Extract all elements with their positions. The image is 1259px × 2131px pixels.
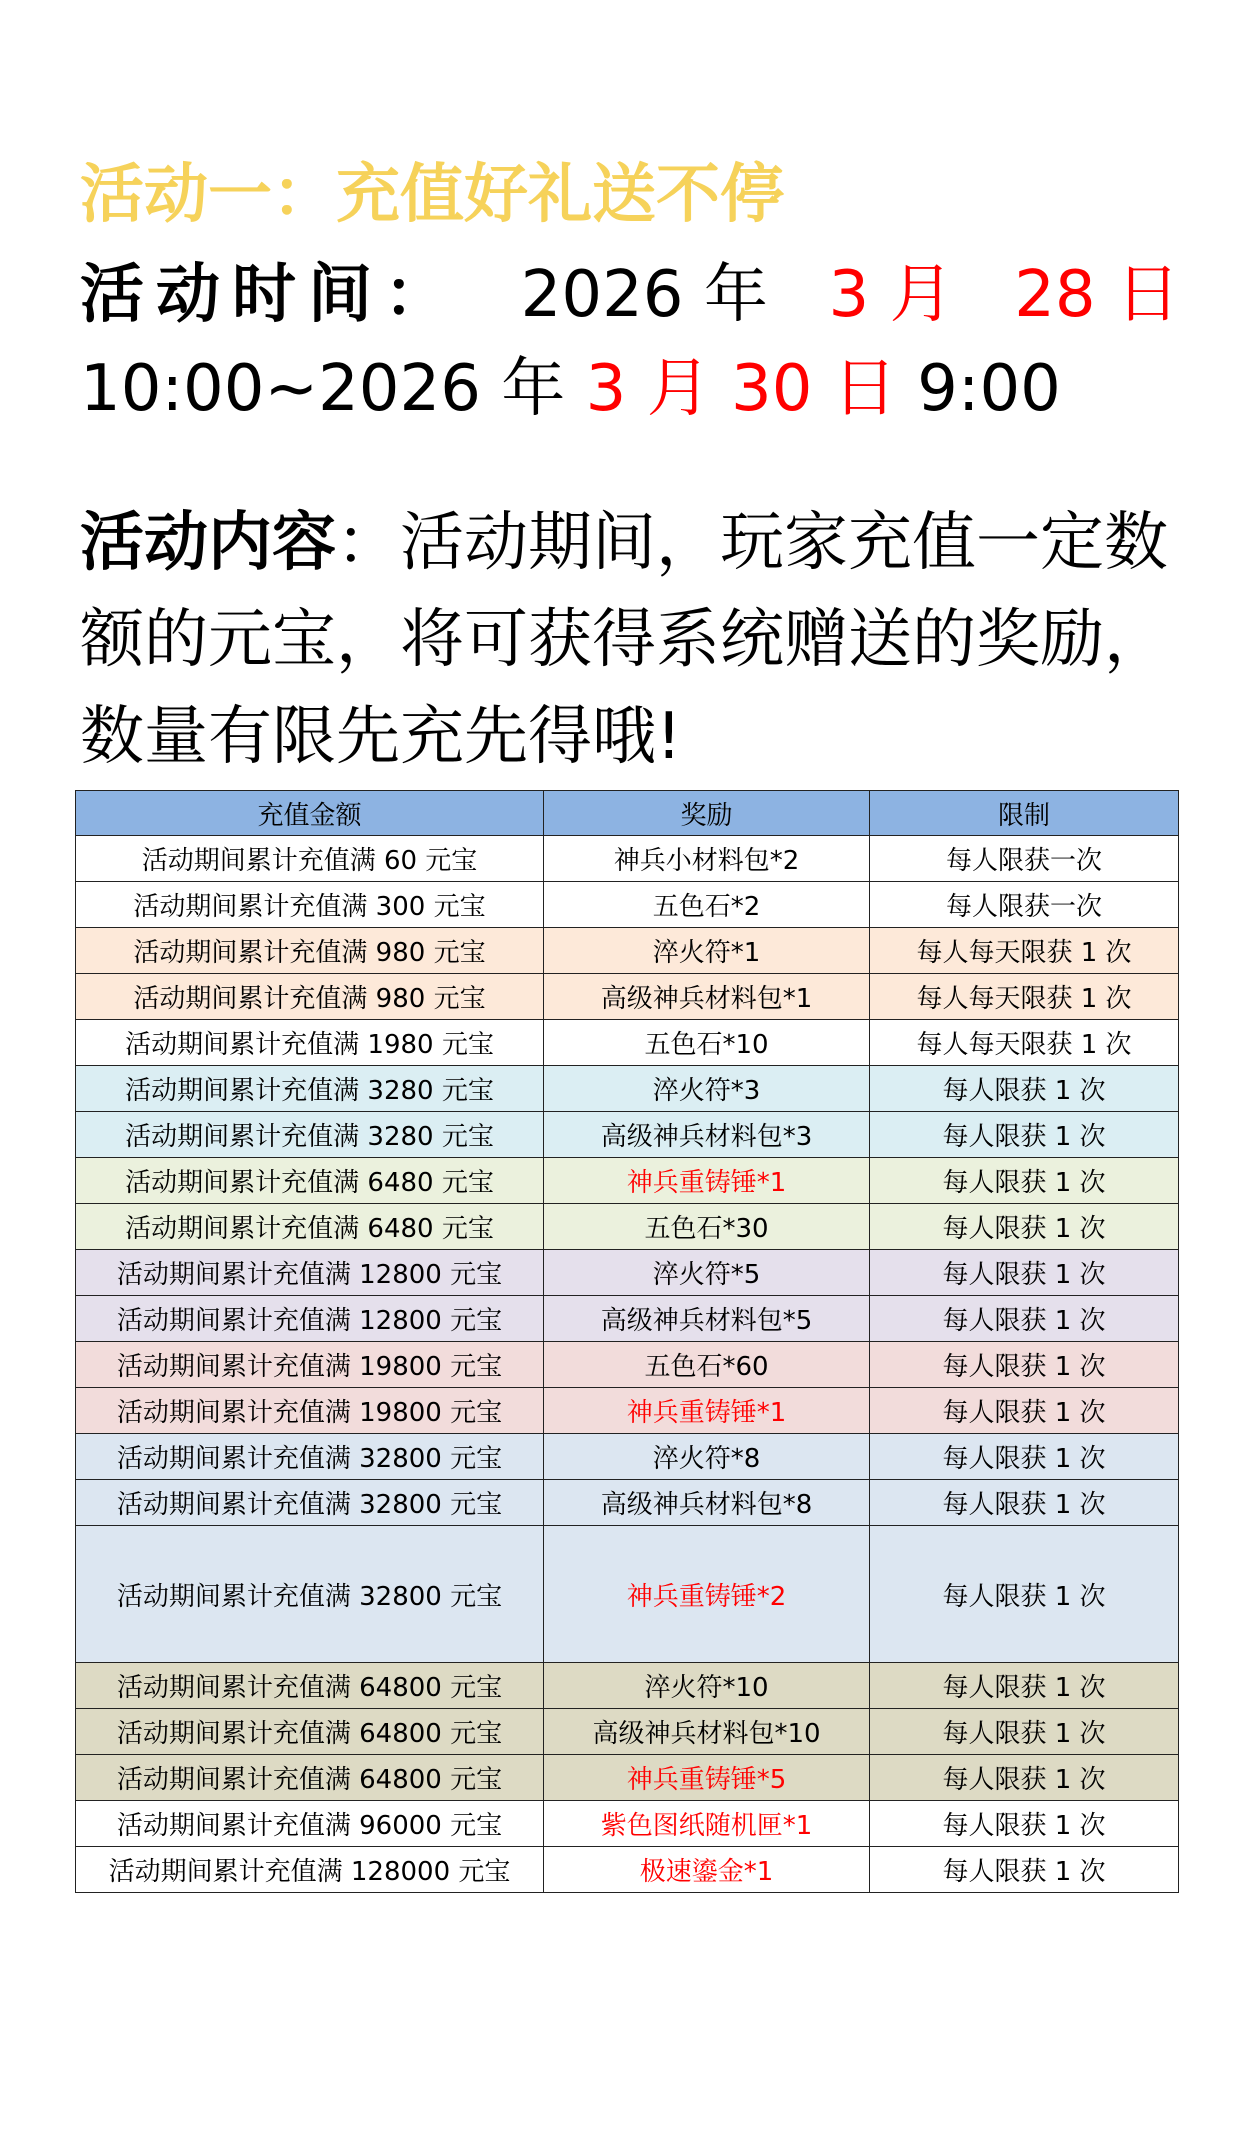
activity-content: [80, 495, 1180, 786]
limit-cell: 每人限获 1 次: [870, 1755, 1179, 1801]
limit-cell: 每人每天限获 1 次: [870, 974, 1179, 1020]
table-row: [76, 1801, 1179, 1847]
table-row: [76, 1250, 1179, 1296]
table-row: [76, 1112, 1179, 1158]
activity-time-line-1: [80, 248, 1180, 342]
reward-cell: 五色石*30: [544, 1204, 870, 1250]
amount-cell: 活动期间累计充值满 96000 元宝: [76, 1801, 544, 1847]
limit-cell: 每人限获 1 次: [870, 1526, 1179, 1663]
header-amount: 充值金额: [76, 791, 544, 836]
limit-cell: 每人限获 1 次: [870, 1480, 1179, 1526]
amount-cell: 活动期间累计充值满 1980 元宝: [76, 1020, 544, 1066]
activity-title: 活动一：充值好礼送不停: [80, 158, 784, 232]
reward-cell: 五色石*2: [544, 882, 870, 928]
start-day: 28 日: [1014, 258, 1180, 332]
table-body: [76, 836, 1179, 1893]
limit-cell: 每人限获一次: [870, 882, 1179, 928]
amount-cell: 活动期间累计充值满 19800 元宝: [76, 1342, 544, 1388]
amount-cell: 活动期间累计充值满 32800 元宝: [76, 1526, 544, 1663]
amount-cell: 活动期间累计充值满 300 元宝: [76, 882, 544, 928]
reward-cell: 淬火符*5: [544, 1250, 870, 1296]
reward-cell: 淬火符*10: [544, 1663, 870, 1709]
reward-cell: 高级神兵材料包*3: [544, 1112, 870, 1158]
amount-cell: 活动期间累计充值满 6480 元宝: [76, 1204, 544, 1250]
end-time: 9:00: [917, 352, 1061, 426]
limit-cell: 每人每天限获 1 次: [870, 1020, 1179, 1066]
amount-cell: 活动期间累计充值满 64800 元宝: [76, 1709, 544, 1755]
amount-cell: 活动期间累计充值满 64800 元宝: [76, 1663, 544, 1709]
reward-cell: 淬火符*8: [544, 1434, 870, 1480]
table-row: [76, 1709, 1179, 1755]
limit-cell: 每人限获 1 次: [870, 1801, 1179, 1847]
activity-time-label: 活动时间：: [80, 258, 460, 332]
limit-cell: 每人限获 1 次: [870, 1250, 1179, 1296]
amount-cell: 活动期间累计充值满 64800 元宝: [76, 1755, 544, 1801]
start-time: 10:00~2026 年: [80, 352, 566, 426]
limit-cell: 每人限获 1 次: [870, 1066, 1179, 1112]
table-row: [76, 1847, 1179, 1893]
activity-content-text: ：活动期间，玩家充值一定数额的元宝，将可获得系统赠送的奖励，数量有限先充先得哦!: [80, 506, 1168, 774]
limit-cell: 每人每天限获 1 次: [870, 928, 1179, 974]
reward-cell: 神兵重铸锤*1: [544, 1158, 870, 1204]
table-row: [76, 882, 1179, 928]
reward-cell: 高级神兵材料包*5: [544, 1296, 870, 1342]
reward-cell: 五色石*10: [544, 1020, 870, 1066]
amount-cell: 活动期间累计充值满 60 元宝: [76, 836, 544, 882]
reward-cell: 高级神兵材料包*8: [544, 1480, 870, 1526]
reward-cell: 高级神兵材料包*1: [544, 974, 870, 1020]
reward-cell: 高级神兵材料包*10: [544, 1709, 870, 1755]
amount-cell: 活动期间累计充值满 6480 元宝: [76, 1158, 544, 1204]
reward-cell: 淬火符*1: [544, 928, 870, 974]
table-row: [76, 1755, 1179, 1801]
table-row: [76, 1296, 1179, 1342]
activity-content-label: 活动内容: [80, 506, 336, 580]
amount-cell: 活动期间累计充值满 12800 元宝: [76, 1296, 544, 1342]
end-month: 3 月: [585, 352, 711, 426]
amount-cell: 活动期间累计充值满 3280 元宝: [76, 1112, 544, 1158]
table-row: [76, 1158, 1179, 1204]
table-header-row: [76, 791, 1179, 836]
reward-cell: 极速鎏金*1: [544, 1847, 870, 1893]
amount-cell: 活动期间累计充值满 19800 元宝: [76, 1388, 544, 1434]
header-reward: 奖励: [544, 791, 870, 836]
table-row: [76, 1526, 1179, 1663]
limit-cell: 每人限获 1 次: [870, 1342, 1179, 1388]
amount-cell: 活动期间累计充值满 32800 元宝: [76, 1434, 544, 1480]
reward-cell: 紫色图纸随机匣*1: [544, 1801, 870, 1847]
rewards-table: [75, 790, 1179, 1893]
limit-cell: 每人限获 1 次: [870, 1388, 1179, 1434]
limit-cell: 每人限获 1 次: [870, 1709, 1179, 1755]
table-row: [76, 974, 1179, 1020]
amount-cell: 活动期间累计充值满 128000 元宝: [76, 1847, 544, 1893]
table-row: [76, 1204, 1179, 1250]
activity-time: [80, 248, 1180, 436]
reward-cell: 神兵小材料包*2: [544, 836, 870, 882]
reward-cell: 淬火符*3: [544, 1066, 870, 1112]
limit-cell: 每人限获 1 次: [870, 1663, 1179, 1709]
start-year: 2026 年: [520, 258, 768, 332]
amount-cell: 活动期间累计充值满 3280 元宝: [76, 1066, 544, 1112]
table-row: [76, 1663, 1179, 1709]
amount-cell: 活动期间累计充值满 12800 元宝: [76, 1250, 544, 1296]
limit-cell: 每人限获 1 次: [870, 1204, 1179, 1250]
table-row: [76, 1342, 1179, 1388]
limit-cell: 每人限获一次: [870, 836, 1179, 882]
amount-cell: 活动期间累计充值满 980 元宝: [76, 974, 544, 1020]
limit-cell: 每人限获 1 次: [870, 1296, 1179, 1342]
table-row: [76, 928, 1179, 974]
limit-cell: 每人限获 1 次: [870, 1158, 1179, 1204]
reward-cell: 神兵重铸锤*2: [544, 1526, 870, 1663]
amount-cell: 活动期间累计充值满 32800 元宝: [76, 1480, 544, 1526]
limit-cell: 每人限获 1 次: [870, 1434, 1179, 1480]
end-day: 30 日: [731, 352, 897, 426]
limit-cell: 每人限获 1 次: [870, 1847, 1179, 1893]
table-row: [76, 836, 1179, 882]
reward-cell: 神兵重铸锤*1: [544, 1388, 870, 1434]
header-limit: 限制: [870, 791, 1179, 836]
table-row: [76, 1434, 1179, 1480]
reward-cell: 五色石*60: [544, 1342, 870, 1388]
amount-cell: 活动期间累计充值满 980 元宝: [76, 928, 544, 974]
table-row: [76, 1480, 1179, 1526]
limit-cell: 每人限获 1 次: [870, 1112, 1179, 1158]
activity-time-line-2: [80, 342, 1180, 436]
reward-cell: 神兵重铸锤*5: [544, 1755, 870, 1801]
table-row: [76, 1020, 1179, 1066]
table-row: [76, 1388, 1179, 1434]
start-month: 3 月: [828, 258, 954, 332]
table-row: [76, 1066, 1179, 1112]
